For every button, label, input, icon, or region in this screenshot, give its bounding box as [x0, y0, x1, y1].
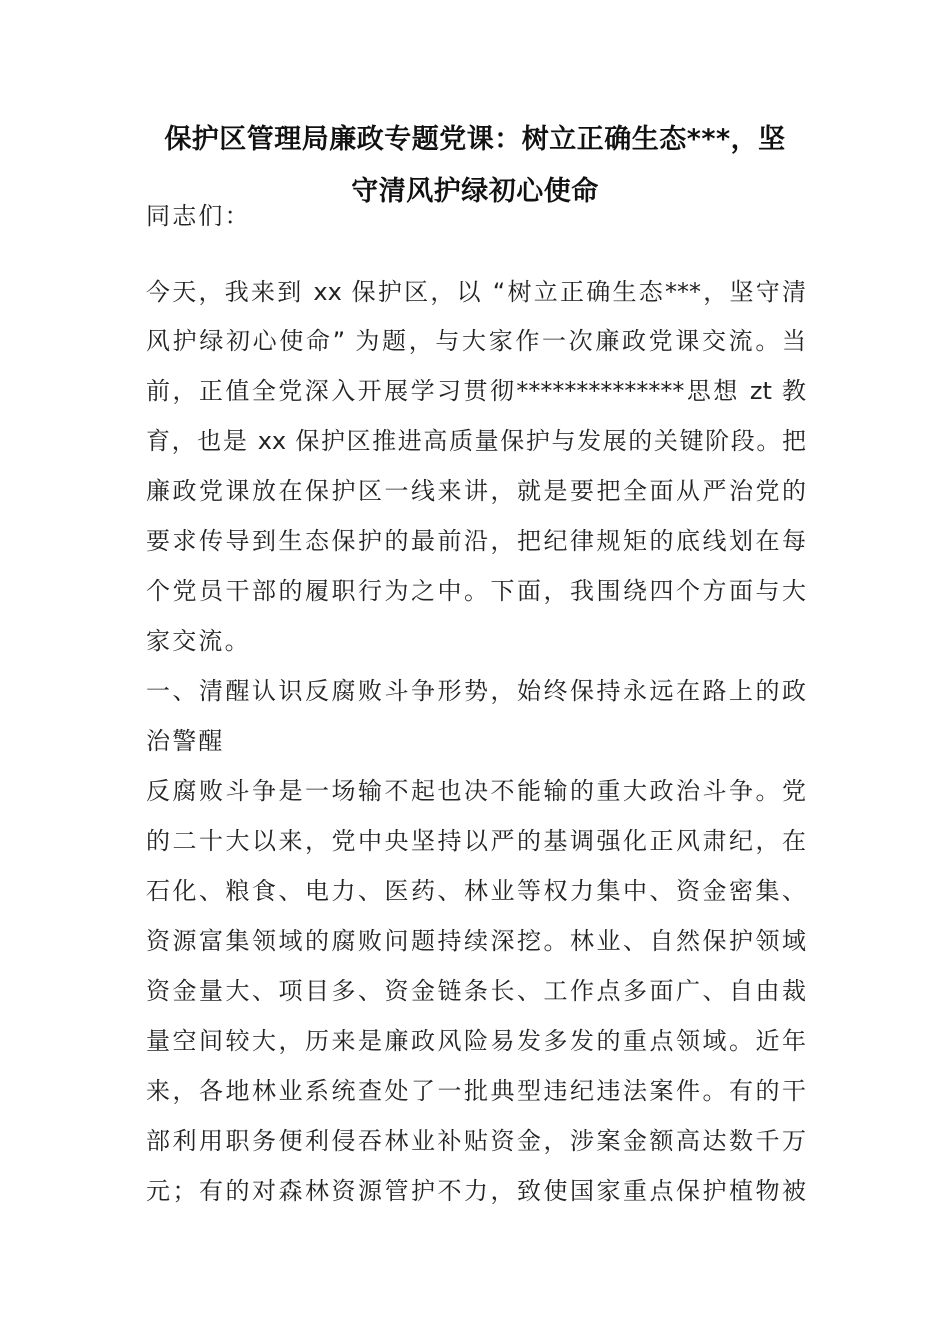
title-line-1: 保护区管理局廉政专题党课：树立正确生态***，坚 [164, 124, 786, 155]
section1-heading-line-1: 一、清醒认识反腐败斗争形势，始终保持永远在路上的政 [146, 677, 806, 705]
section1-body-line-3: 石化、粮食、电力、医药、林业等权力集中、资金密集、 [146, 877, 806, 905]
greeting: 同志们： [146, 202, 251, 230]
intro-line-6: 要求传导到生态保护的最前沿，把纪律规矩的底线划在每 [146, 527, 806, 555]
intro-line-1: 今天，我来到 xx 保护区，以 “树立正确生态***，坚守清 [146, 278, 806, 306]
section1-body-line-6: 量空间较大，历来是廉政风险易发多发的重点领域。近年 [146, 1027, 806, 1055]
section1-heading-line-2: 治警醒 [146, 727, 225, 755]
title-line-2: 守清风护绿初心使命 [351, 176, 599, 207]
intro-line-4: 育，也是 xx 保护区推进高质量保护与发展的关键阶段。把 [146, 427, 806, 455]
section1-body-line-1: 反腐败斗争是一场输不起也决不能输的重大政治斗争。党 [146, 777, 806, 805]
intro-line-5: 廉政党课放在保护区一线来讲，就是要把全面从严治党的 [146, 477, 806, 505]
section1-body-line-5: 资金量大、项目多、资金链条长、工作点多面广、自由裁 [146, 977, 806, 1005]
section1-body-line-7: 来，各地林业系统查处了一批典型违纪违法案件。有的干 [146, 1077, 806, 1105]
intro-line-7: 个党员干部的履职行为之中。下面，我围绕四个方面与大 [146, 577, 806, 605]
intro-line-8: 家交流。 [146, 627, 251, 655]
section1-body-line-4: 资源富集领域的腐败问题持续深挖。林业、自然保护领域 [146, 927, 806, 955]
intro-line-3: 前，正值全党深入开展学习贯彻**************思想 zt 教 [146, 377, 806, 405]
section1-body-line-8: 部利用职务便利侵吞林业补贴资金，涉案金额高达数千万 [146, 1127, 806, 1155]
section1-body-line-9: 元；有的对森林资源管护不力，致使国家重点保护植物被 [146, 1177, 806, 1205]
section1-body-line-2: 的二十大以来，党中央坚持以严的基调强化正风肃纪，在 [146, 827, 806, 855]
intro-line-2: 风护绿初心使命” 为题，与大家作一次廉政党课交流。当 [146, 327, 806, 355]
